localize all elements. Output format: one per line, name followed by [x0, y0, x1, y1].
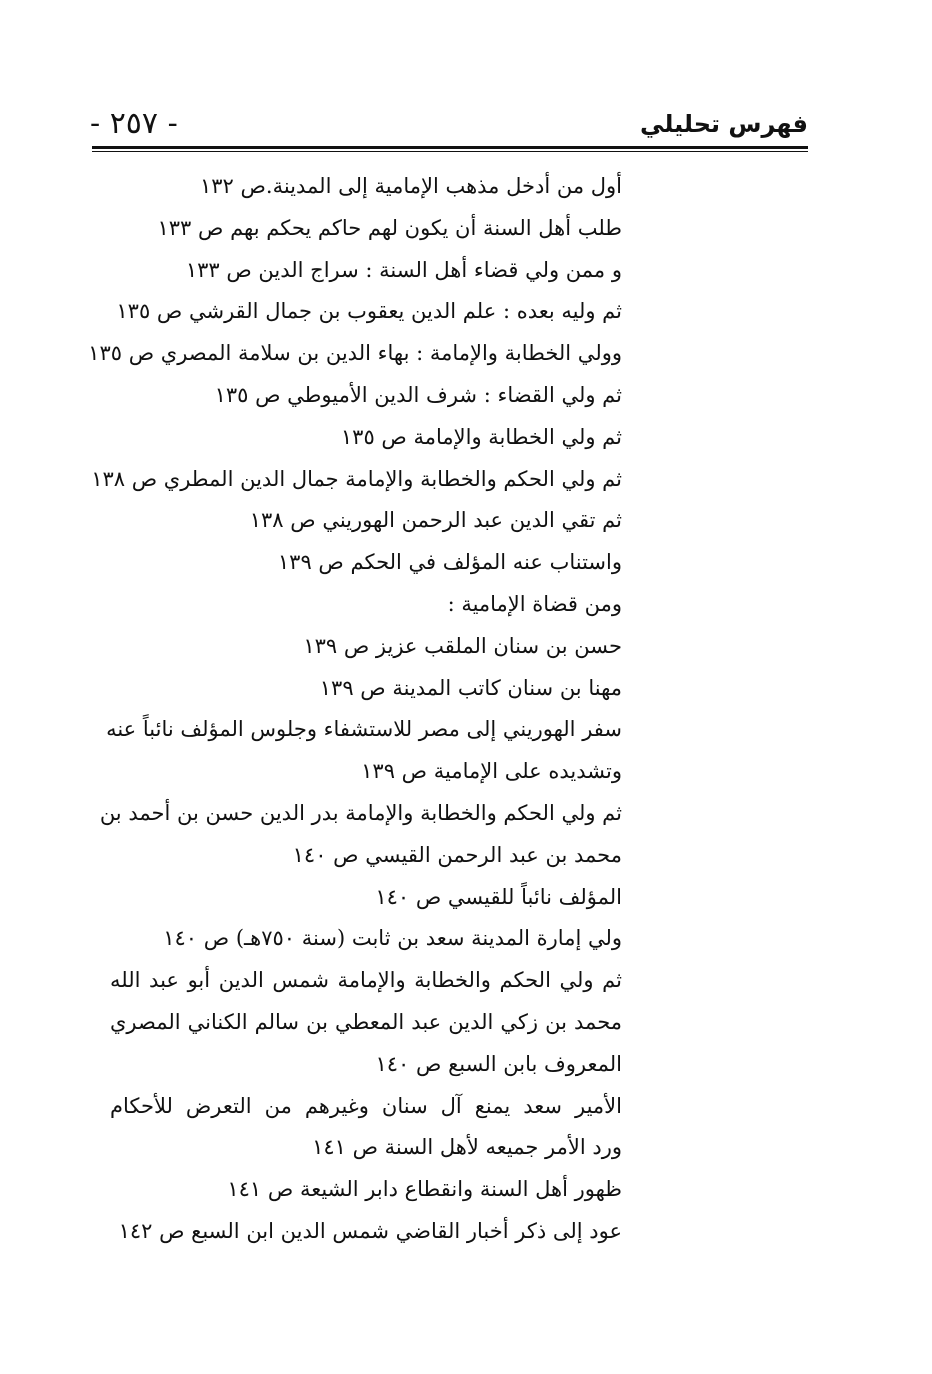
- index-entry: ثم ولي الحكم والخطابة والإمامة بدر الدين حسن بن أحمد بن: [99, 800, 622, 825]
- page-header: [90, 104, 808, 144]
- index-entry: ثم ولي الخطابة والإمامة ص ١٣٥: [340, 424, 622, 449]
- index-entry: المؤلف نائباً للقيسي ص ١٤٠: [375, 884, 622, 909]
- index-entry: وولي الخطابة والإمامة : بهاء الدين بن سلامة المصري ص ١٣٥: [88, 341, 622, 366]
- index-entry: ثم ولي القضاء : شرف الدين الأميوطي ص ١٣٥: [214, 382, 622, 407]
- index-entry: حسن بن سنان الملقب عزيز ص ١٣٩: [303, 633, 622, 658]
- index-entry: المعروف بابن السبع ص ١٤٠: [375, 1051, 622, 1076]
- index-entry: وتشديده على الإمامية ص ١٣٩: [361, 759, 622, 784]
- index-entry: ومن قضاة الإمامية :: [447, 591, 622, 616]
- header-rule-thick: [92, 146, 808, 149]
- index-entry: ولي إمارة المدينة سعد بن ثابت (سنة ٧٥٠هـ) ص ١٤٠: [163, 926, 622, 951]
- index-entry: الأمير سعد يمنع آل سنان وغيرهم من التعرض للأحكام: [110, 1093, 622, 1118]
- index-entry: محمد بن زكي الدين عبد المعطي بن سالم الكناني المصري: [110, 1009, 622, 1034]
- index-entry: طلب أهل السنة أن يكون لهم حاكم يحكم بهم ص ١٣٣: [157, 215, 622, 240]
- index-entry: و ممن ولي قضاء أهل السنة : سراج الدين ص ١٣٣: [185, 257, 622, 282]
- index-entry: ثم ولي الحكم والخطابة والإمامة جمال الدين المطري ص ١٣٨: [91, 466, 622, 491]
- index-entry: ظهور أهل السنة وانقطاع دابر الشيعة ص ١٤١: [227, 1177, 622, 1202]
- page-number: - ٢٥٧ -: [90, 106, 178, 141]
- index-entry: ثم وليه بعده : علم الدين يعقوب بن جمال القرشي ص ١٣٥: [116, 299, 622, 324]
- index-entry: محمد بن عبد الرحمن القيسي ص ١٤٠: [292, 842, 622, 867]
- index-entry: ثم تقي الدين عبد الرحمن الهوريني ص ١٣٨: [249, 508, 622, 533]
- index-entry: ثم ولي الحكم والخطابة والإمامة شمس الدين أبو عبد الله: [110, 968, 622, 993]
- index-entry: سفر الهوريني إلى مصر للاستشفاء وجلوس المؤلف نائباً عنه: [106, 717, 622, 742]
- index-entries-list: [88, 166, 622, 1253]
- index-entry: واستناب عنه المؤلف في الحكم ص ١٣٩: [277, 550, 622, 575]
- index-entry: مهنا بن سنان كاتب المدينة ص ١٣٩: [319, 675, 622, 700]
- index-entry: أول من أدخل مذهب الإمامية إلى المدينة.ص ١٣٢: [199, 174, 622, 198]
- running-title: فهرس تحليلي: [640, 110, 808, 138]
- index-entry: ورد الأمر جميعه لأهل السنة ص ١٤١: [312, 1135, 622, 1160]
- header-rule-thin: [92, 151, 808, 152]
- index-entry: عود إلى ذكر أخبار القاضي شمس الدين ابن السبع ص ١٤٢: [118, 1218, 622, 1243]
